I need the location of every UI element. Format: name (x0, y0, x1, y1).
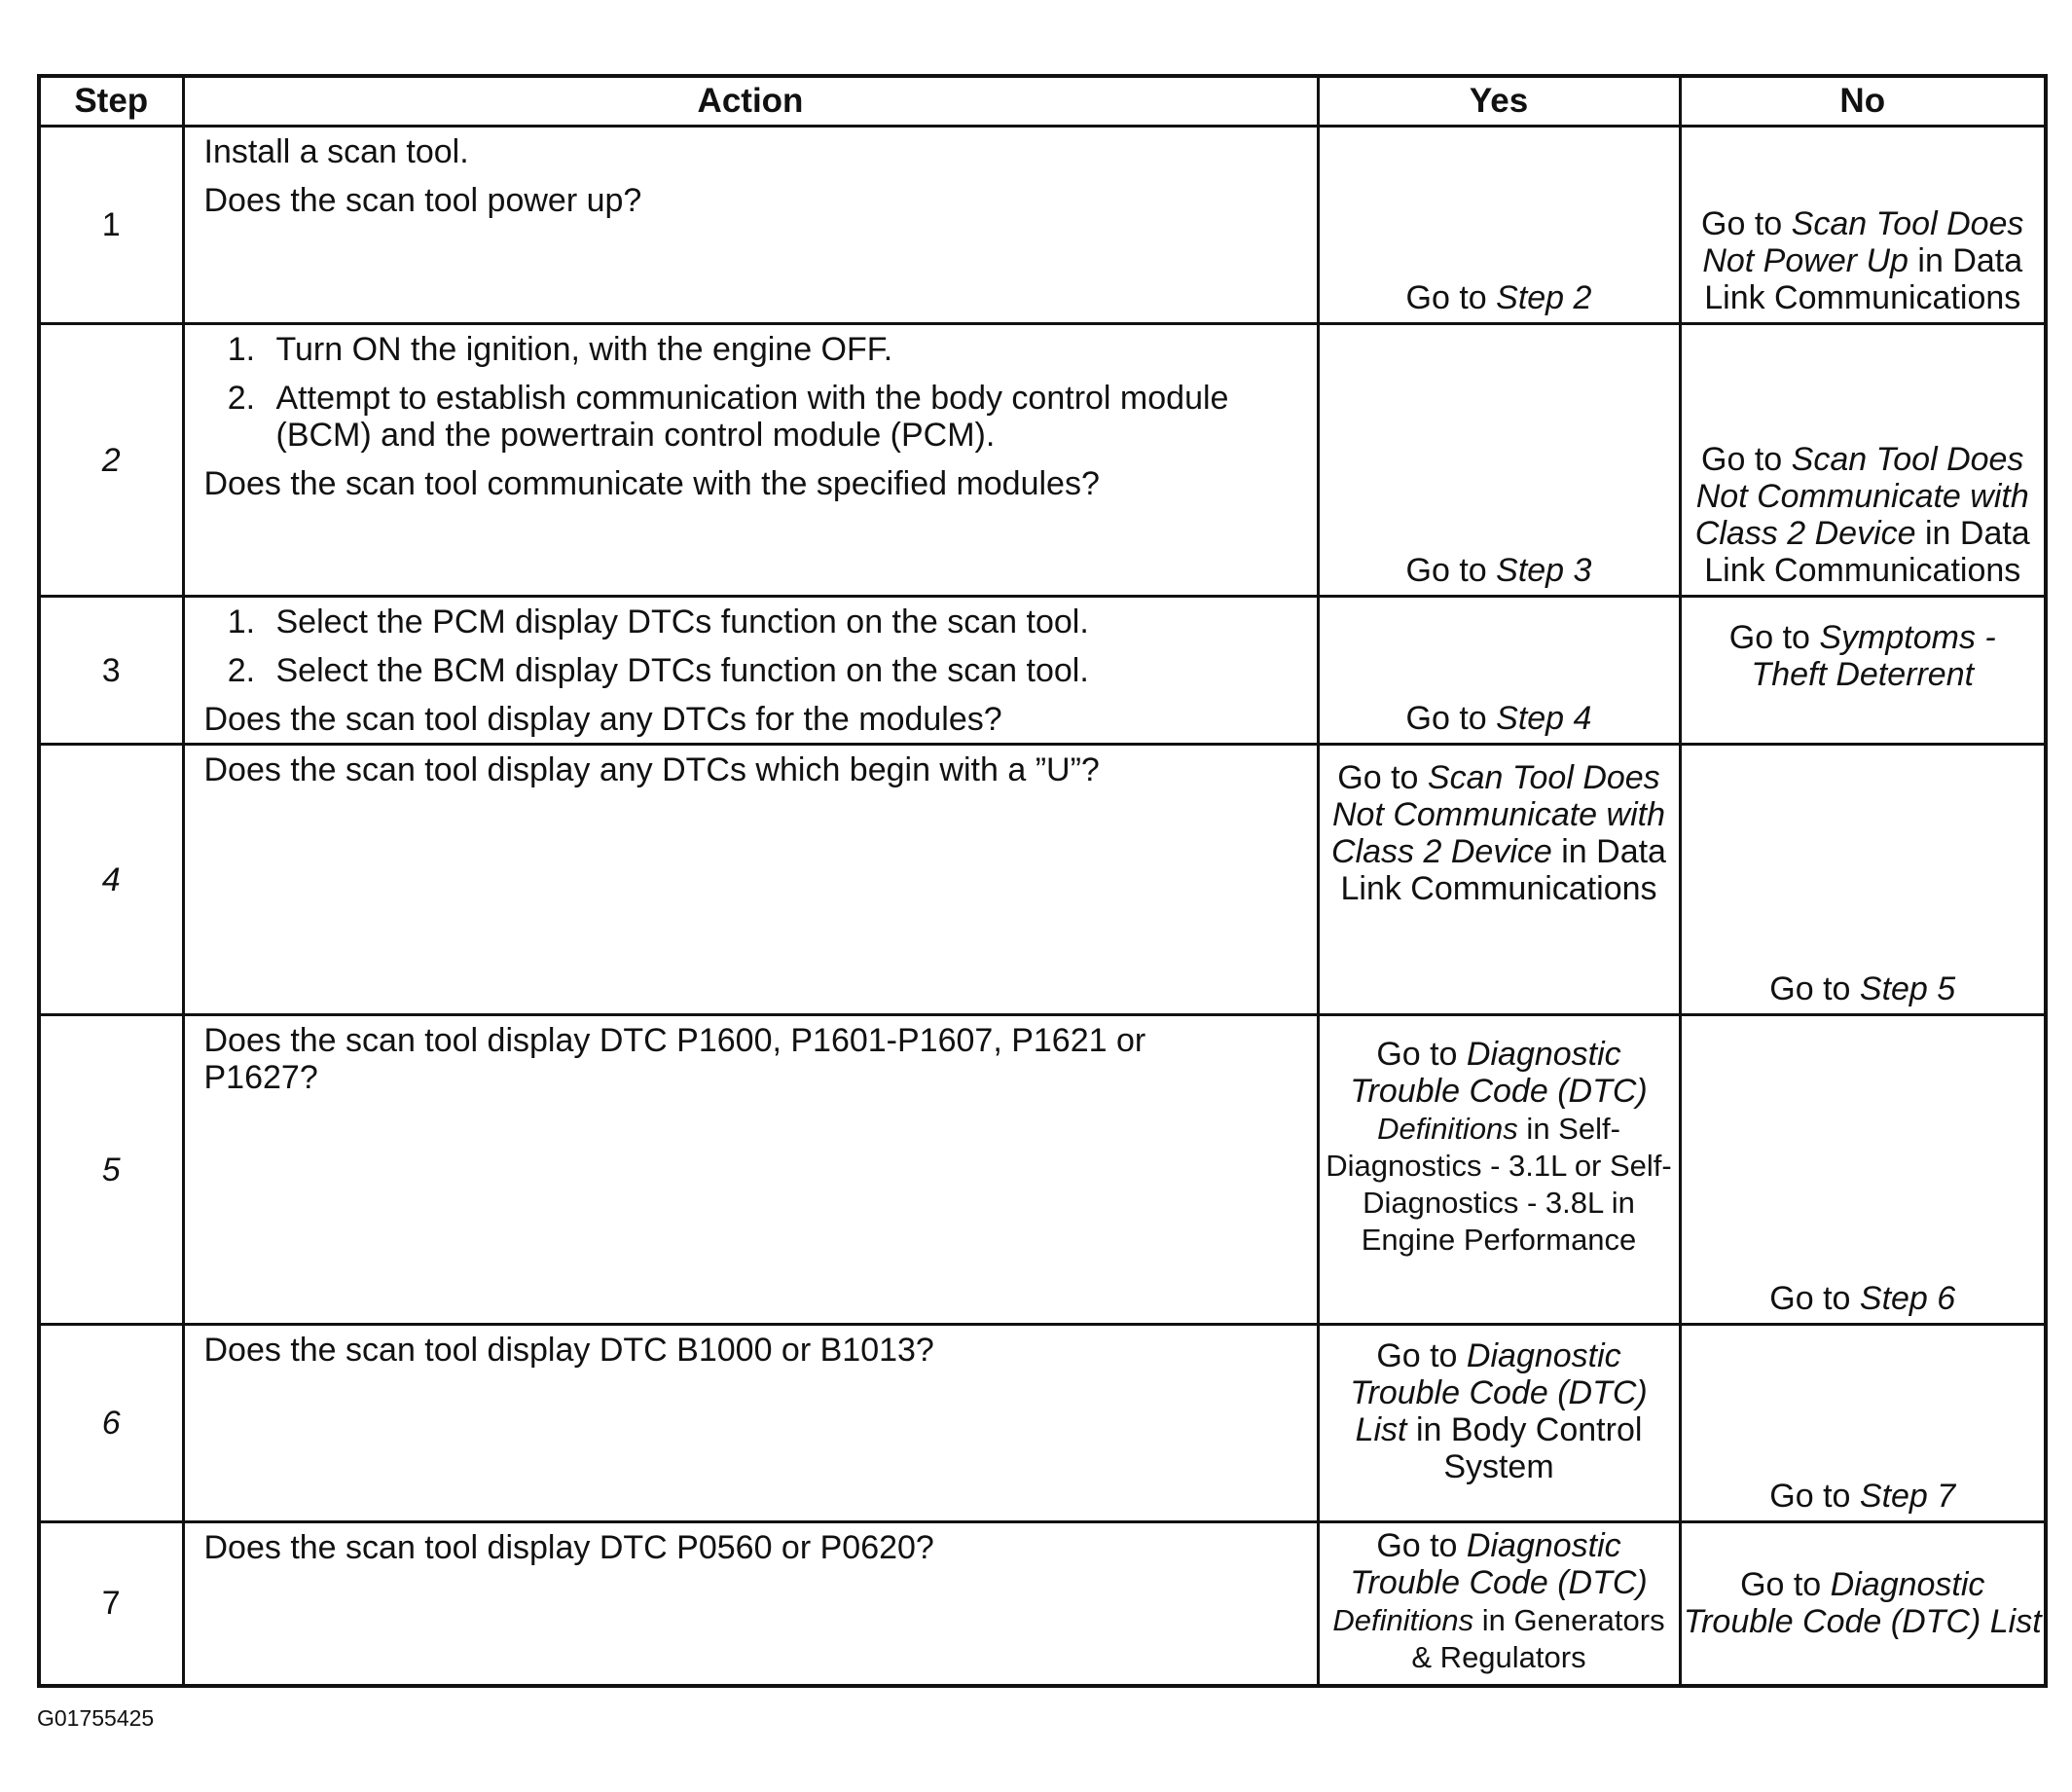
action-step-item: 1. Select the PCM display DTCs function on the scan tool. (265, 603, 1309, 640)
no-link: Go to Scan Tool Does Not Communicate with Class 2 Device in Data Link Communications (1694, 441, 2030, 589)
step-number: 5 (39, 1015, 183, 1325)
action-steps-list (204, 603, 1309, 689)
no-link: Go to Diagnostic Trouble Code (DTC) List (1683, 1566, 2042, 1641)
action-question: Does the scan tool communicate with the specified modules? (203, 465, 1100, 502)
table-row (39, 324, 2046, 597)
yes-cell (1318, 127, 1680, 324)
action-question: Does the scan tool display DTC P1600, P1601-P1607, P1621 or P1627? (203, 1022, 1146, 1096)
header-action: Action (183, 76, 1318, 127)
no-cell (1680, 1015, 2046, 1325)
action-steps-list (204, 331, 1309, 454)
no-link: Go to Step 6 (1769, 1280, 1956, 1317)
table-row (39, 1325, 2046, 1522)
table-row (39, 597, 2046, 745)
no-link: Go to Step 7 (1769, 1478, 1956, 1515)
header-row (39, 76, 2046, 127)
yes-link: Go to Diagnostic Trouble Code (DTC) List in Body Control System (1350, 1337, 1648, 1485)
yes-link: Go to Scan Tool Does Not Communicate with Class 2 Device in Data Link Communications (1331, 759, 1666, 907)
table-row (39, 1015, 2046, 1325)
action-cell (183, 745, 1318, 1015)
action-cell (183, 324, 1318, 597)
yes-cell (1318, 324, 1680, 597)
no-link: Go to Step 5 (1769, 970, 1956, 1007)
step-number: 1 (39, 127, 183, 324)
action-step-item: 1. Turn ON the ignition, with the engine OFF. (265, 331, 1309, 368)
action-cell (183, 1015, 1318, 1325)
step-number: 3 (39, 597, 183, 745)
no-link: Go to Scan Tool Does Not Power Up in Data Link Communications (1701, 205, 2024, 316)
action-text: Install a scan tool. (203, 133, 469, 170)
action-question: Does the scan tool display any DTCs for the modules? (203, 701, 1002, 738)
no-link: Go to Symptoms - Theft Deterrent (1728, 619, 1996, 693)
action-cell (183, 597, 1318, 745)
action-question: Does the scan tool display DTC P0560 or P0620? (203, 1529, 934, 1566)
action-cell (183, 1325, 1318, 1522)
yes-cell (1318, 597, 1680, 745)
diagnostic-table (37, 74, 2048, 1688)
step-number: 4 (39, 745, 183, 1015)
header-yes: Yes (1318, 76, 1680, 127)
action-question: Does the scan tool display DTC B1000 or B1013? (203, 1332, 934, 1369)
yes-cell (1318, 1522, 1680, 1686)
action-cell (183, 1522, 1318, 1686)
table-row (39, 1522, 2046, 1686)
action-question: Does the scan tool power up? (203, 182, 642, 219)
table-row (39, 745, 2046, 1015)
header-step: Step (39, 76, 183, 127)
no-cell (1680, 1522, 2046, 1686)
figure-id: G01755425 (37, 1705, 155, 1731)
action-step-item: 2. Select the BCM display DTCs function on the scan tool. (265, 652, 1309, 689)
no-cell (1680, 1325, 2046, 1522)
no-cell (1680, 127, 2046, 324)
action-question: Does the scan tool display any DTCs which begin with a ”U”? (203, 751, 1100, 788)
yes-link: Go to Step 4 (1405, 700, 1592, 737)
no-cell (1680, 745, 2046, 1015)
yes-link: Go to Step 3 (1405, 552, 1592, 589)
yes-link: Go to Step 2 (1405, 279, 1592, 316)
no-cell (1680, 597, 2046, 745)
action-step-item: 2. Attempt to establish communication with the body control module (BCM) and the powertrain control module (PCM). (265, 380, 1309, 454)
no-cell (1680, 324, 2046, 597)
yes-link: Go to Diagnostic Trouble Code (DTC) Definitions in Self-Diagnostics - 3.1L or Self-Diagnostics - 3.8L in Engine Performance (1326, 1036, 1672, 1257)
header-no: No (1680, 76, 2046, 127)
table-row (39, 127, 2046, 324)
yes-cell (1318, 1015, 1680, 1325)
step-number: 6 (39, 1325, 183, 1522)
yes-link: Go to Diagnostic Trouble Code (DTC) Definitions in Generators & Regulators (1332, 1527, 1665, 1674)
action-cell (183, 127, 1318, 324)
yes-cell (1318, 745, 1680, 1015)
step-number: 7 (39, 1522, 183, 1686)
yes-cell (1318, 1325, 1680, 1522)
step-number: 2 (39, 324, 183, 597)
